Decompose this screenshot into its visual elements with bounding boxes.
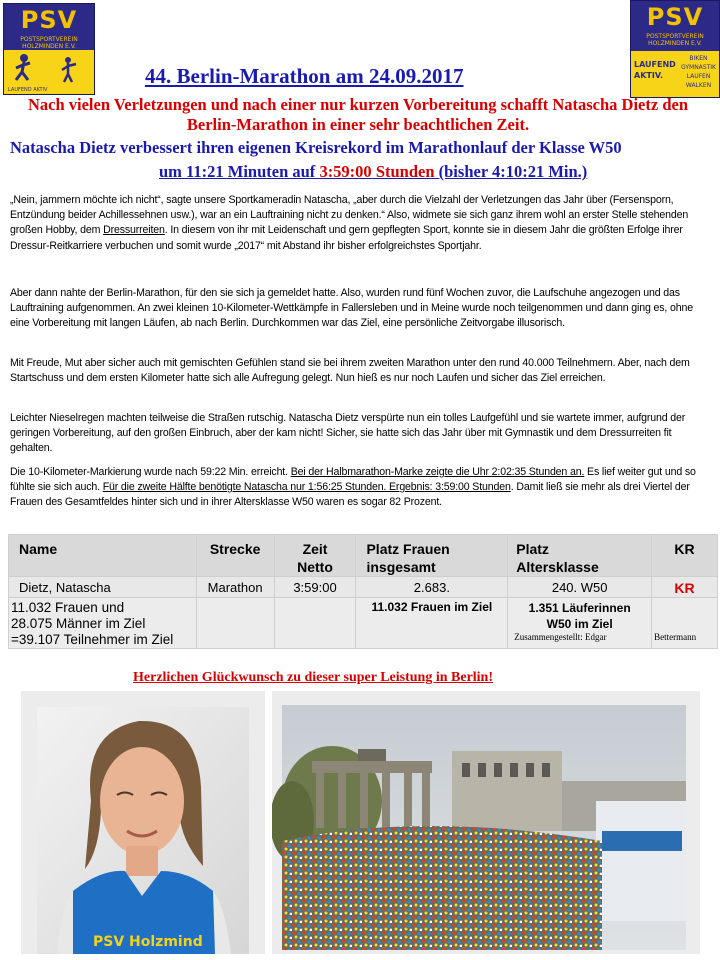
page-title: 44. Berlin-Marathon am 24.09.2017 — [145, 64, 464, 88]
table-header-row — [9, 535, 718, 577]
credit-text-2: Bettermann — [654, 632, 697, 642]
cell-platz-ak: 240. W50 — [508, 577, 652, 598]
header-kr: KR — [652, 535, 718, 577]
cell-empty — [274, 598, 356, 649]
paragraph-4: Leichter Nieselregen machten teilweise die Straßen rutschig. Natascha Dietz verspürte nun ein tolles Laufgefühl und sie wartete immer, aufgrund der geringen Vorbereitung, auf den großen Einbruch, aber der kam nicht! Sicher, sie hatte sich das Jahr über mit Gymnastik und dem Dressurreiten fit gehalten. — [10, 412, 686, 455]
logo-psv-text: PSV — [20, 6, 78, 34]
congratulations-text: Herzlichen Glückwunsch zu dieser super Leistung in Berlin! — [133, 670, 494, 685]
record-previous: (bisher 4:10:21 Min.) — [438, 162, 588, 181]
logo-yellow-band — [4, 50, 94, 94]
cell-zeit: 3:59:00 — [274, 577, 356, 598]
table-row — [9, 577, 718, 598]
credit-text: Zusammengestellt: Edgar — [514, 632, 607, 642]
header-zeit: Zeit Netto — [274, 535, 356, 577]
p5-text-a: Die 10-Kilometer-Markierung wurde nach 59:22 Min. erreicht. — [10, 466, 291, 478]
table-row — [9, 598, 718, 649]
cell-name: Dietz, Natascha — [9, 577, 197, 598]
record-mid: Stunden — [371, 162, 439, 181]
cell-empty — [196, 598, 274, 649]
subtitle-blue: Natascha Dietz verbessert ihren eigenen Kreisrekord im Marathonlauf der Klasse W50 — [10, 138, 622, 157]
logo-tagline: LAUFEND AKTIV. — [634, 60, 676, 80]
paragraph-3: Mit Freude, Mut aber sicher auch mit gemischten Gefühlen stand sie bei ihrem zweiten Marathon unter den rund 40.000 Teilnehmern. Aber, nach dem Startschuss und dem ersten Kilometer hatte sich alle Aufregung gelegt. Nun hieß es nur noch Laufen und sicher das Ziel erreichen. — [10, 357, 690, 385]
logo-club-name: POSTSPORTVEREIN HOLZMINDEN E.V. — [646, 33, 704, 47]
header-platz-ak: Platz Altersklasse — [508, 535, 652, 577]
cell-strecke: Marathon — [196, 577, 274, 598]
p5-result: Für die zweite Hälfte benötigte Natascha nur 1:56:25 Stunden. Ergebnis: 3:59:00 Stunden — [102, 481, 511, 494]
runner-icon — [10, 52, 90, 90]
p5-halfmarathon: Bei der Halbmarathon-Marke zeigte die Uhr 2:02:35 Stunden an. — [290, 466, 585, 478]
results-table — [8, 534, 718, 649]
p5-text-b: Es lief weiter gut und so fühlte sie sich auch. — [10, 466, 696, 494]
shirt-text: PSV Holzmind — [93, 934, 203, 950]
logo-activities: BIKEN GYMNASTIK LAUFEN WALKEN — [681, 55, 716, 89]
logo-tagline: LAUFEND AKTIV — [8, 87, 48, 93]
record-pre: um 11:21 Minuten auf — [159, 162, 320, 181]
p1-text-b: . In diesem von ihr mit Leidenschaft und gern gepflegten Sport, konnte sie in diesem Jahr die größten Erfolge ihrer Dressur-Reitkarriere verbuchen und somit wurde „2017“ mit Abstand ihr bisher erfolgreichstes Sportjahr. — [10, 224, 683, 252]
psv-logo-right — [630, 0, 720, 98]
paragraph-1 — [10, 193, 712, 254]
dressurreiten-link: Dressurreiten — [103, 224, 165, 237]
p5-text-c: . Damit ließ sie mehr als drei Viertel der Frauen des Gesamtfeldes hinter sich und in ihrer Altersklasse W50 waren es sogar 82 Prozent. — [10, 481, 690, 509]
cell-credit — [652, 598, 718, 649]
logo-club-name: POSTSPORTVEREIN HOLZMINDEN E.V. — [20, 36, 78, 50]
psv-logo-left — [3, 3, 95, 95]
subtitle-red: Nach vielen Verletzungen und nach einer nur kurzen Vorbereitung schafft Natascha Dietz den Berlin-Marathon in einer sehr beachtlichen Zeit. — [27, 95, 689, 134]
record-time: 3:59:00 — [319, 162, 372, 181]
record-line — [159, 162, 679, 182]
marathon-crowd-photo — [272, 691, 700, 954]
cell-platz-frauen: 2.683. — [356, 577, 508, 598]
header-platz-frauen: Platz Frauen insgesamt — [356, 535, 508, 577]
p1-text-a: „Nein, jammern möchte ich nicht“, sagte unsere Sportkameradin Natascha, „aber durch die Vielzahl der Verletzungen das Jahr über (Fersensporn, Entzündung beider Achillessehnen usw.), war an ein Lauftraining nicht zu denken.“ Also, widmete sie sich ganz ihrem wohl an erster Stelle stehenden großen Hobby, dem — [10, 194, 689, 237]
logo-psv-text: PSV — [646, 3, 704, 31]
marathon-photo-frame — [272, 691, 700, 954]
cell-totals: 11.032 Frauen und 28.075 Männer im Ziel =39.107 Teilnehmer im Ziel — [9, 598, 197, 649]
portrait-photo-frame — [21, 691, 265, 954]
header-strecke: Strecke — [196, 535, 274, 577]
cell-kr: KR — [652, 577, 718, 598]
paragraph-2: Aber dann nahte der Berlin-Marathon, für den sie sich ja gemeldet hatte. Also, wurden rund fünf Wochen zuvor, die Laufschuhe angezogen und das Lauftraining aufgenommen. An zwei kleinen 10-Kilometer-Wettkämpfe in Fallersleben und in Meine wurde noch teilgenommen und dann ging es, ohne eine Vorbereitung mit langen Läufen, ab nach Berlin. Durchkommen war das Ziel, eine persönliche Zeitvorgabe illusorisch. — [10, 287, 693, 330]
cell-w50-finishers: 1.351 Läuferinnen W50 im Ziel Zusammengestellt: Edgar — [508, 598, 652, 649]
logo-yellow-band — [631, 51, 719, 97]
paragraph-5 — [10, 465, 712, 511]
header-name: Name — [9, 535, 197, 577]
cell-women-finishers: 11.032 Frauen im Ziel — [356, 598, 508, 649]
portrait-photo — [21, 691, 265, 954]
